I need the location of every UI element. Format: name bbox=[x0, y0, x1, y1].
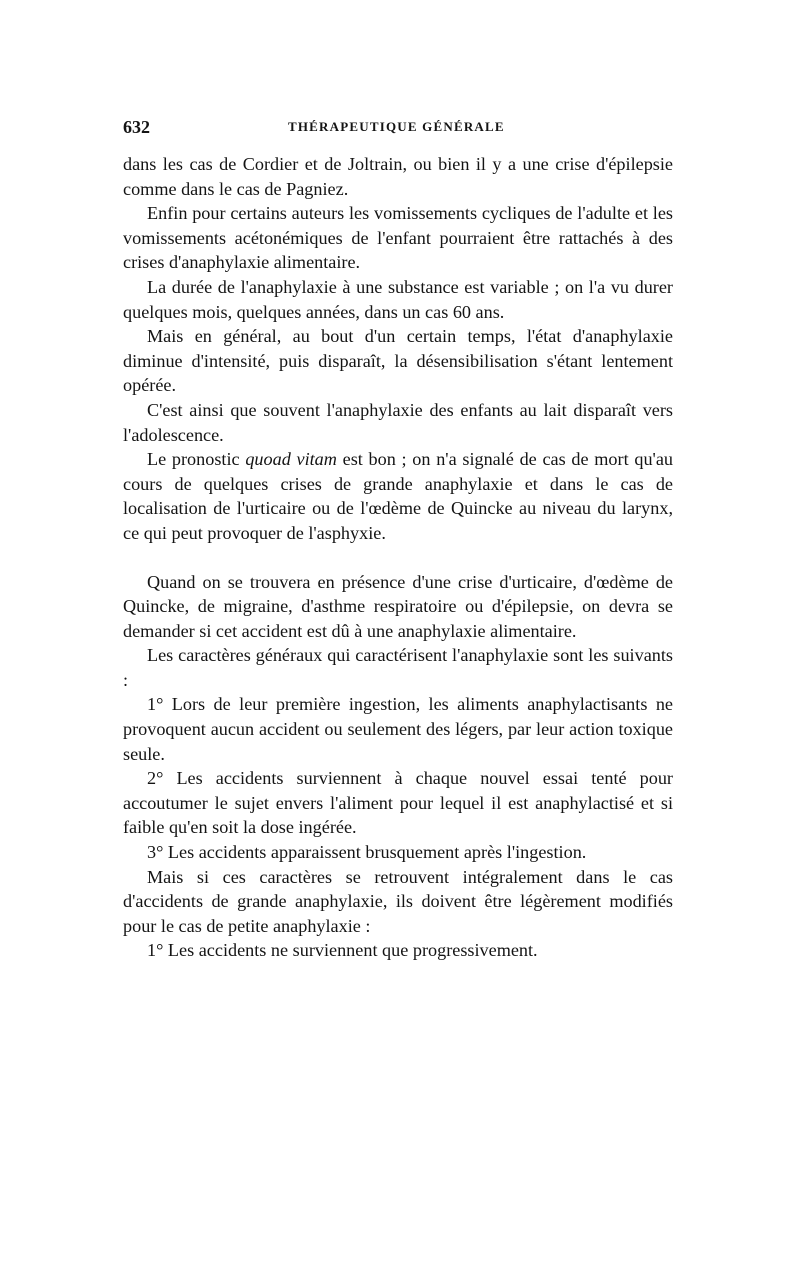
paragraph-petite-anaphylaxie: Mais si ces caractères se retrouvent intégralement dans le cas d'accidents de grande anaphylaxie, ils doivent être légèrement modifiés pour le cas de petite anaphylaxie : bbox=[123, 866, 673, 936]
list-item-petite-1: 1° Les accidents ne surviennent que progressivement. bbox=[147, 940, 538, 961]
page-number: 632 bbox=[123, 117, 150, 137]
list-item-2: 2° Les accidents surviennent à chaque nouvel essai tenté pour accoutumer le sujet envers l'aliment pour lequel il est anaphylactisé et si faible qu'en soit la dose ingérée. bbox=[123, 768, 673, 838]
list-item-3: 3° Les accidents apparaissent brusquement après l'ingestion. bbox=[147, 842, 587, 863]
pronostic-italic: quoad vitam bbox=[245, 449, 337, 470]
body-text bbox=[123, 152, 673, 963]
running-head: THÉRAPEUTIQUE GÉNÉRALE bbox=[288, 119, 505, 134]
paragraph-caracteres: Les caractères généraux qui caractérisent l'anaphylaxie sont les suivants : bbox=[123, 645, 673, 690]
pronostic-rest: est bon ; on n'a signalé de cas de mort qu'au cours de quelques crises de grande anaphylaxie et dans le cas de localisation de l'urticaire ou de l'œdème de Quincke au niveau du larynx, ce qui peut provoquer de l'asphyxie. bbox=[123, 449, 673, 543]
paragraph-pronostic bbox=[123, 447, 673, 545]
paragraph-duree: La durée de l'anaphylaxie à une substance est variable ; on l'a vu durer quelques mois, quelques années, dans un cas 60 ans. bbox=[123, 276, 673, 322]
list-item-1: 1° Lors de leur première ingestion, les aliments anaphylactisants ne provoquent aucun accident ou seulement des légers, par leur action toxique seule. bbox=[123, 694, 673, 764]
page-header bbox=[123, 117, 673, 139]
paragraph-vomissements: Enfin pour certains auteurs les vomissements cycliques de l'adulte et les vomissements acétonémiques de l'enfant pourraient être rattachés à des crises d'anaphylaxie alimentaire. bbox=[123, 203, 673, 273]
paragraph-continuation: dans les cas de Cordier et de Joltrain, ou bien il y a une crise d'épilepsie comme dans le cas de Pagniez. bbox=[123, 154, 673, 199]
pronostic-lead: Le pronostic bbox=[147, 449, 246, 470]
paragraph-enfants-lait: C'est ainsi que souvent l'anaphylaxie des enfants au lait disparaît vers l'adolescence. bbox=[123, 399, 673, 445]
paragraph-presence-crise: Quand on se trouvera en présence d'une crise d'urticaire, d'œdème de Quincke, de migraine, d'asthme respiratoire ou d'épilepsie, on devra se demander si cet accident est dû à une anaphylaxie alimentaire. bbox=[123, 571, 673, 641]
paragraph-desensibilisation: Mais en général, au bout d'un certain temps, l'état d'anaphylaxie diminue d'intensité, puis disparaît, la désensibilisation s'étant lentement opérée. bbox=[123, 326, 673, 396]
